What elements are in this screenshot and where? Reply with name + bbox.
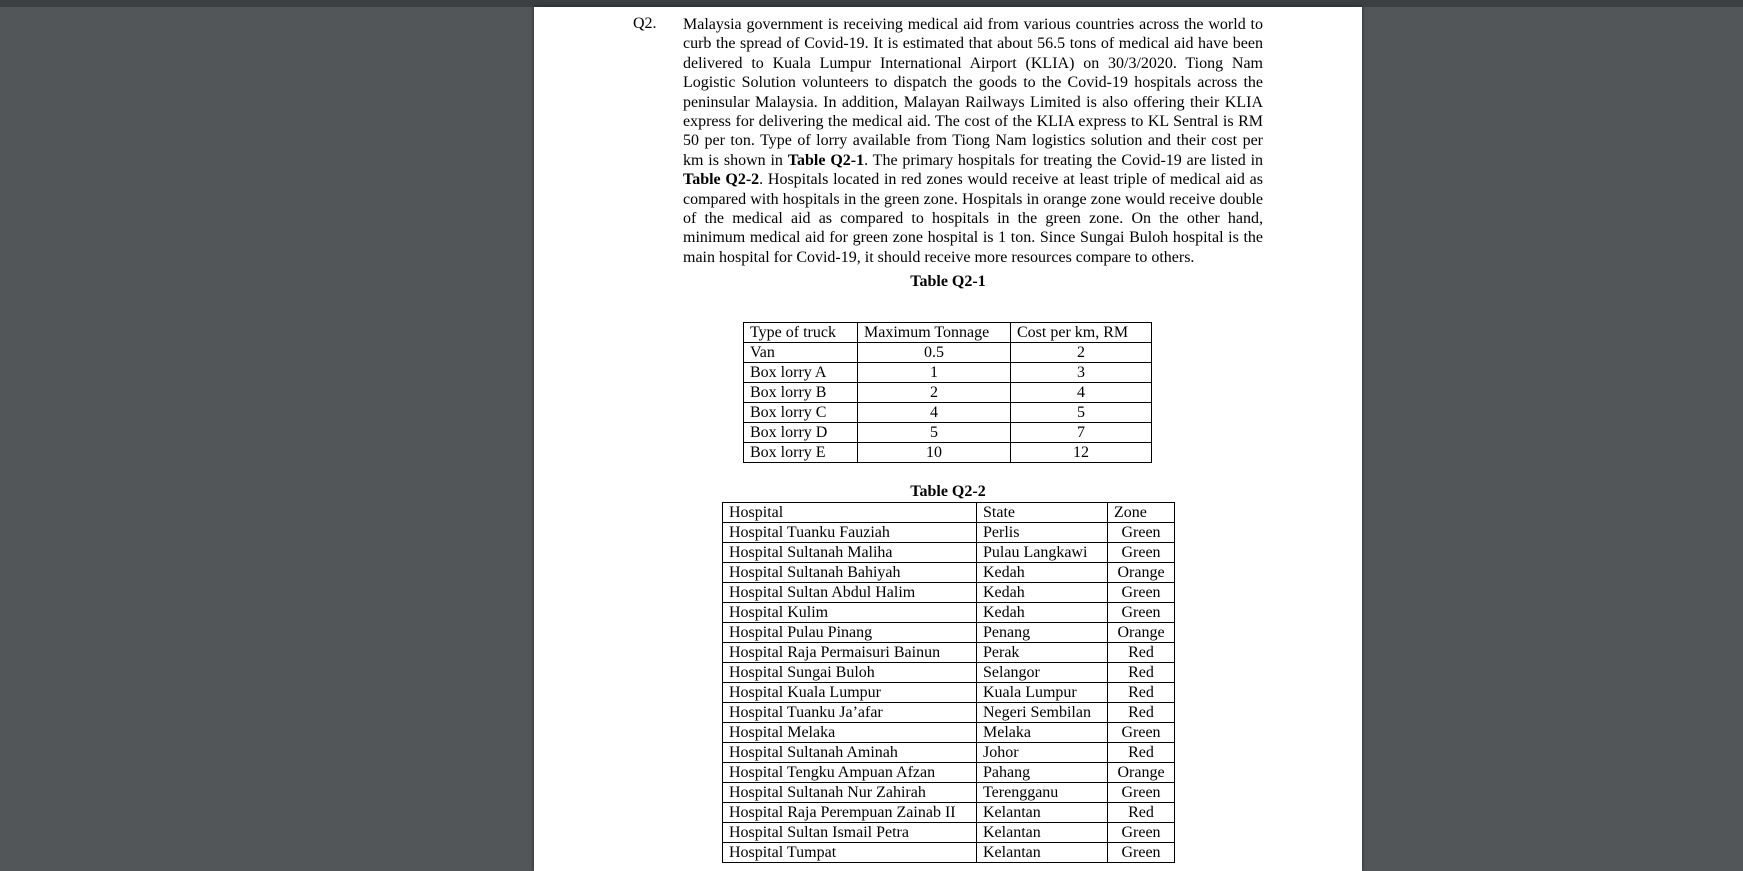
table-row <box>723 683 1175 703</box>
table-header-cell: Cost per km, RM <box>1011 323 1152 343</box>
table-cell: Red <box>1108 743 1175 763</box>
table-cell: Green <box>1108 783 1175 803</box>
table-cell: Kelantan <box>977 843 1108 863</box>
table-header-cell: State <box>977 503 1108 523</box>
table-row <box>723 543 1175 563</box>
table-cell: Hospital Raja Perempuan Zainab II <box>723 803 977 823</box>
table-row <box>723 823 1175 843</box>
paragraph-text: . The primary hospitals for treating the Covid-19 are listed in <box>864 151 1264 169</box>
question-number: Q2. <box>633 15 657 32</box>
table-cell: Kelantan <box>977 803 1108 823</box>
table-row <box>723 743 1175 763</box>
table-cell: Red <box>1108 643 1175 663</box>
table-cell: Hospital Sultanah Maliha <box>723 543 977 563</box>
table-row <box>723 583 1175 603</box>
table-cell: Green <box>1108 723 1175 743</box>
table-cell: Kedah <box>977 583 1108 603</box>
table-cell: Red <box>1108 803 1175 823</box>
table-header-cell: Hospital <box>723 503 977 523</box>
table-cell: 0.5 <box>858 343 1011 363</box>
question-paragraph <box>683 15 1263 267</box>
table-row <box>744 423 1152 443</box>
table-row <box>744 383 1152 403</box>
table-cell: Pahang <box>977 763 1108 783</box>
table-cell: 5 <box>858 423 1011 443</box>
table-cell: Orange <box>1108 763 1175 783</box>
table-cell: Hospital Sultanah Nur Zahirah <box>723 783 977 803</box>
table-cell: Hospital Raja Permaisuri Bainun <box>723 643 977 663</box>
table-row <box>723 603 1175 623</box>
table-cell: Box lorry D <box>744 423 858 443</box>
table-cell: 10 <box>858 443 1011 463</box>
table-q2-2-caption: Table Q2-2 <box>910 483 986 500</box>
table-cell: Kuala Lumpur <box>977 683 1108 703</box>
table-cell: 12 <box>1011 443 1152 463</box>
table-cell: Kedah <box>977 603 1108 623</box>
viewer-toolbar <box>0 0 1743 7</box>
table-row <box>723 623 1175 643</box>
table-row <box>723 723 1175 743</box>
table-cell: Hospital Kulim <box>723 603 977 623</box>
table-cell: Terengganu <box>977 783 1108 803</box>
table-row <box>723 703 1175 723</box>
table-cell: Box lorry C <box>744 403 858 423</box>
table-cell: Perak <box>977 643 1108 663</box>
table-row <box>723 523 1175 543</box>
table-cell: Orange <box>1108 563 1175 583</box>
table-row <box>744 363 1152 383</box>
table-cell: Box lorry B <box>744 383 858 403</box>
table-cell: 5 <box>1011 403 1152 423</box>
table-cell: 1 <box>858 363 1011 383</box>
table-cell: 2 <box>1011 343 1152 363</box>
table-row <box>744 443 1152 463</box>
paragraph-text: . Hospitals located in red zones would receive at least triple of medical aid as compared with hospitals in the green zone. Hospitals in orange zone would receive double of the medical aid as compared to hospitals in the green zone. On the other hand, minimum medical aid for green zone hospital is 1 ton. Since Sungai Buloh hospital is the main hospital for Covid-19, it should receive more resources compare to others. <box>683 171 1263 266</box>
table-cell: 2 <box>858 383 1011 403</box>
table-cell: Hospital Sultanah Aminah <box>723 743 977 763</box>
document-page <box>534 7 1362 871</box>
paragraph-text: Malaysia government is receiving medical aid from various countries across the world to curb the spread of Covid-19. It is estimated that about 56.5 tons of medical aid have been delivered to Kuala Lumpur International Airport (KLIA) on 30/3/2020. Tiong Nam Logistic Solution volunteers to dispatch the goods to the Covid-19 hospitals across the peninsular Malaysia. In addition, Malayan Railways Limited is also offering their KLIA express for delivering the medical aid. The cost of the KLIA express to KL Sentral is RM 50 per ton. Type of lorry available from Tiong Nam logistics solution and their cost per km is shown in <box>683 16 1263 169</box>
truck-table <box>743 322 1152 463</box>
table-cell: Hospital Sultan Abdul Halim <box>723 583 977 603</box>
table-cell: Hospital Tumpat <box>723 843 977 863</box>
table-cell: Green <box>1108 843 1175 863</box>
table-cell: Green <box>1108 543 1175 563</box>
table-cell: Penang <box>977 623 1108 643</box>
table-cell: Green <box>1108 583 1175 603</box>
table-cell: Red <box>1108 703 1175 723</box>
table-row <box>723 563 1175 583</box>
table-header-row <box>723 503 1175 523</box>
table-cell: Hospital Sultan Ismail Petra <box>723 823 977 843</box>
table-row <box>744 403 1152 423</box>
table-cell: Hospital Tuanku Fauziah <box>723 523 977 543</box>
table-row <box>723 803 1175 823</box>
table-row <box>723 843 1175 863</box>
table-cell: Red <box>1108 683 1175 703</box>
table-cell: Selangor <box>977 663 1108 683</box>
table-q2-1-caption: Table Q2-1 <box>910 273 986 290</box>
table-row <box>723 663 1175 683</box>
table-header-cell: Maximum Tonnage <box>858 323 1011 343</box>
table-header-cell: Zone <box>1108 503 1175 523</box>
hospital-table <box>722 502 1175 863</box>
table-cell: Melaka <box>977 723 1108 743</box>
table-cell: Box lorry A <box>744 363 858 383</box>
table-header-row <box>744 323 1152 343</box>
table-cell: 4 <box>858 403 1011 423</box>
table-cell: Hospital Tuanku Ja’afar <box>723 703 977 723</box>
table-cell: 7 <box>1011 423 1152 443</box>
table-row <box>723 783 1175 803</box>
table-cell: Kelantan <box>977 823 1108 843</box>
table-cell: Perlis <box>977 523 1108 543</box>
table-cell: Hospital Kuala Lumpur <box>723 683 977 703</box>
table-cell: Green <box>1108 823 1175 843</box>
table-cell: Green <box>1108 603 1175 623</box>
table-cell: Hospital Pulau Pinang <box>723 623 977 643</box>
table-cell: Orange <box>1108 623 1175 643</box>
table-cell: 3 <box>1011 363 1152 383</box>
table-cell: Johor <box>977 743 1108 763</box>
table-cell: Hospital Melaka <box>723 723 977 743</box>
table-cell: Kedah <box>977 563 1108 583</box>
table-cell: Negeri Sembilan <box>977 703 1108 723</box>
table-reference: Table Q2-1 <box>787 151 865 169</box>
table-header-cell: Type of truck <box>744 323 858 343</box>
table-cell: Hospital Tengku Ampuan Afzan <box>723 763 977 783</box>
table-cell: Green <box>1108 523 1175 543</box>
table-row <box>744 343 1152 363</box>
table-cell: Van <box>744 343 858 363</box>
table-cell: Hospital Sultanah Bahiyah <box>723 563 977 583</box>
table-cell: Hospital Sungai Buloh <box>723 663 977 683</box>
table-row <box>723 763 1175 783</box>
table-reference: Table Q2-2 <box>683 171 760 189</box>
table-cell: Box lorry E <box>744 443 858 463</box>
table-cell: Pulau Langkawi <box>977 543 1108 563</box>
table-cell: Red <box>1108 663 1175 683</box>
table-cell: 4 <box>1011 383 1152 403</box>
table-row <box>723 643 1175 663</box>
